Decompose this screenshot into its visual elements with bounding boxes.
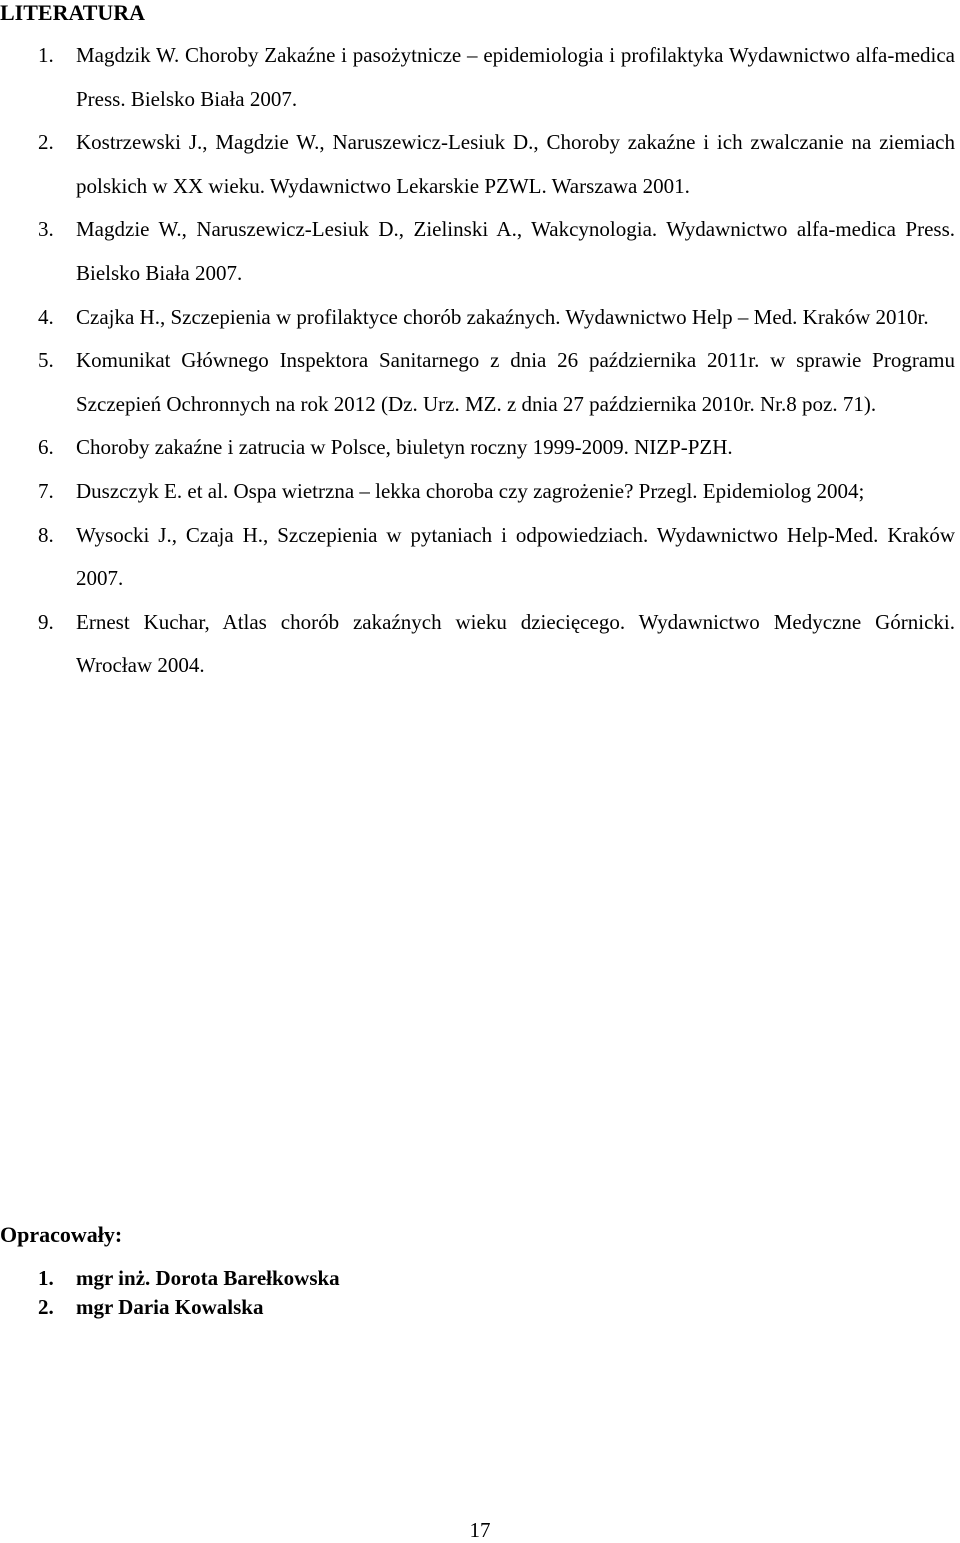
reference-item [0, 470, 955, 514]
reference-number: 6. [38, 435, 54, 460]
reference-text: Magdzie W., Naruszewicz-Lesiuk D., Zielinski A., Wakcynologia. Wydawnictwo alfa-medica Press. Bielsko Biała 2007. [76, 217, 955, 285]
reference-text: Ernest Kuchar, Atlas chorób zakaźnych wieku dziecięcego. Wydawnictwo Medyczne Górnicki. Wrocław 2004. [76, 609, 955, 678]
reference-item [0, 339, 955, 426]
reference-number: 2. [38, 130, 54, 155]
reference-number: 9. [38, 609, 54, 634]
reference-text: Magdzik W. Choroby Zakaźne i pasożytnicze – epidemiologia i profilaktyka Wydawnictwo alfa-medica Press. Bielsko Biała 2007. [76, 43, 955, 111]
author-item [0, 1264, 340, 1293]
reference-list [0, 34, 955, 688]
authors-heading: Opracowały: [0, 1222, 123, 1247]
reference-number: 4. [38, 304, 54, 329]
author-list [0, 1264, 340, 1322]
reference-item [0, 296, 955, 340]
reference-item [0, 208, 955, 295]
reference-number: 3. [38, 217, 54, 242]
author-name: mgr inż. Dorota Barełkowska [76, 1266, 340, 1290]
reference-item [0, 601, 955, 688]
author-name: mgr Daria Kowalska [76, 1295, 264, 1319]
reference-item [0, 34, 955, 121]
reference-text: Duszczyk E. et al. Ospa wietrzna – lekka choroba czy zagrożenie? Przegl. Epidemiolog 2004; [76, 478, 865, 503]
literature-heading: LITERATURA [0, 0, 146, 25]
reference-number: 1. [38, 43, 54, 67]
author-item [0, 1293, 340, 1322]
reference-text: Czajka H., Szczepienia w profilaktyce chorób zakaźnych. Wydawnictwo Help – Med. Kraków 2010r. [76, 304, 929, 329]
reference-number: 5. [38, 348, 54, 373]
reference-text: Wysocki J., Czaja H., Szczepienia w pytaniach i odpowiedziach. Wydawnictwo Help-Med. Kraków 2007. [76, 522, 955, 591]
reference-item [0, 121, 955, 208]
page-number: 17 [469, 1518, 491, 1542]
reference-item [0, 426, 955, 470]
author-number: 2. [38, 1295, 54, 1319]
reference-text: Komunikat Głównego Inspektora Sanitarnego z dnia 26 października 2011r. w sprawie Programu Szczepień Ochronnych na rok 2012 (Dz. Urz. MZ. z dnia 27 października 2010r. Nr.8 poz. 71). [76, 348, 955, 416]
reference-item [0, 514, 955, 601]
author-number: 1. [38, 1266, 54, 1290]
reference-number: 7. [38, 478, 54, 503]
reference-text: Choroby zakaźne i zatrucia w Polsce, biuletyn roczny 1999-2009. NIZP-PZH. [76, 435, 733, 460]
reference-number: 8. [38, 522, 54, 547]
reference-text: Kostrzewski J., Magdzie W., Naruszewicz-Lesiuk D., Choroby zakaźne i ich zwalczanie na ziemiach polskich w XX wieku. Wydawnictwo Lekarskie PZWL. Warszawa 2001. [76, 130, 955, 198]
